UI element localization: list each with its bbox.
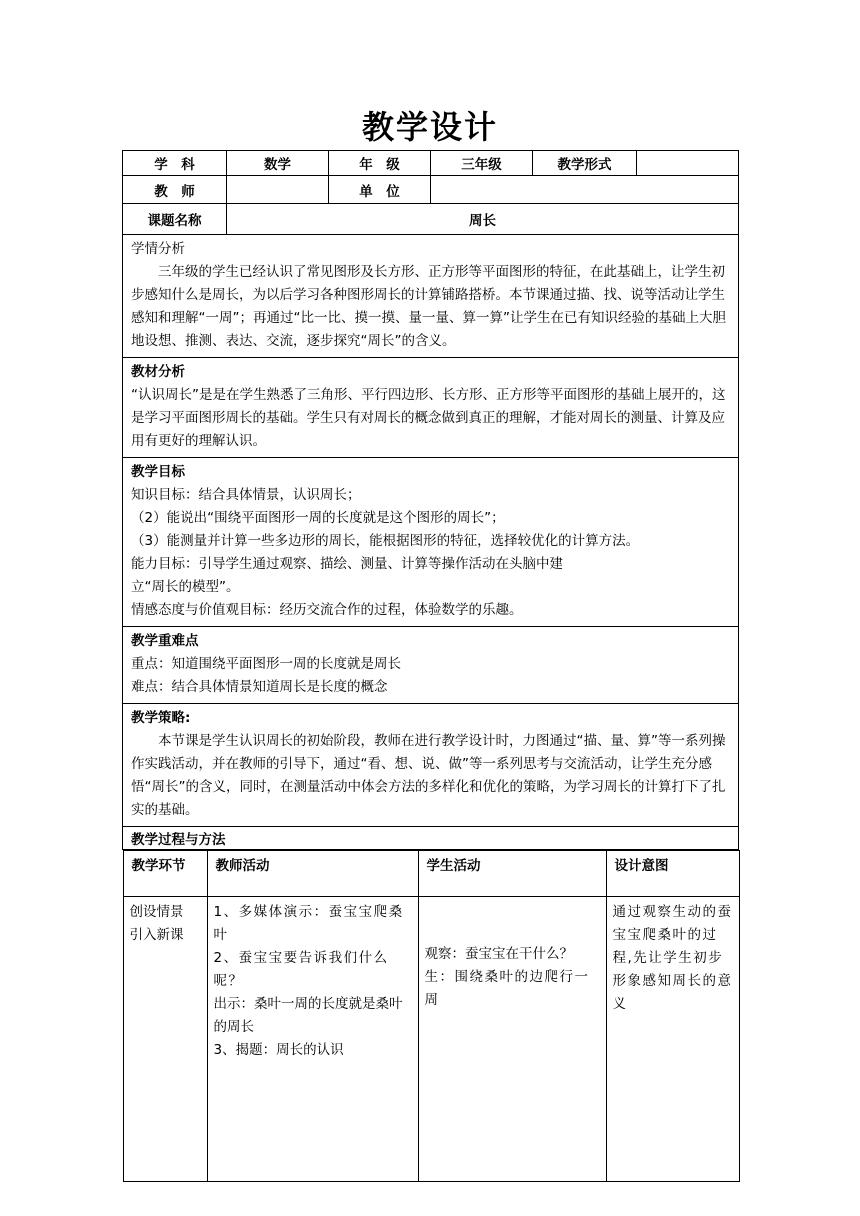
- teacher-activity-line: 1、多媒体演示：蚕宝宝爬桑叶: [213, 904, 404, 943]
- key-points-section: [123, 627, 739, 704]
- material-analysis-text: “认识周长”是是在学生熟悉了三角形、平行四边形、长方形、正方形等平面图形的基础上展开的，这是学习平面图形周长的基础。学生只有对周长的概念做到真正的理解，才能对周长的测量、计算及应用有更好的理解认识。: [131, 387, 726, 449]
- strategy-section: [123, 704, 739, 827]
- stage-line: 引入新课: [129, 927, 184, 943]
- key-point-line: 重点：知道围绕平面图形一周的长度就是周长: [131, 656, 401, 672]
- form-value: [637, 151, 739, 176]
- stage-line: 创设情景: [129, 904, 184, 920]
- student-analysis-section: [123, 235, 739, 358]
- design-intent-cell: 通过观察生动的蚕宝宝爬桑叶的过程,先让学生初步形象感知周长的意义: [606, 897, 739, 1182]
- student-analysis-text: 三年级的学生已经认识了常见图形及长方形、正方形等平面图形的特征，在此基础上，让学生初步感知什么是周长，为以后学习各种图形周长的计算铺路搭桥。本节课通过描、找、说等活动让学生感知和理解“一周”；再通过“比一比、摸一摸、量一量、算一算”让学生在已有知识经验的基础上大胆地设想、推测、表达、交流，逐步探究“周长”的含义。: [131, 264, 726, 349]
- process-table: [123, 850, 740, 1182]
- teacher-activity-line: 2、蚕宝宝要告诉我们什么呢？: [213, 950, 389, 989]
- lesson-plan-table: [122, 150, 738, 1182]
- student-activity-line: 生：围绕桑叶的边爬行一周: [424, 969, 590, 1008]
- objective-line: 知识目标：结合具体情景，认识周长；: [131, 487, 361, 503]
- objectives-title: 教学目标: [131, 464, 185, 480]
- teacher-activity-cell: [207, 897, 418, 1182]
- strategy-text: 本节课是学生认识周长的初始阶段，教师在进行教学设计时，力图通过“描、量、算”等一系列操作实践活动，并在教师的引导下，通过“看、想、说、做”等一系列思考与交流活动，让学生充分感悟“周长”的含义，同时，在测量活动中体会方法的多样化和优化的策略，为学习周长的计算打下了扎实的基础。: [131, 733, 726, 818]
- stage-cell: [123, 897, 207, 1182]
- material-analysis-title: 教材分析: [131, 364, 185, 380]
- page-title: 教学设计: [361, 108, 498, 146]
- grade-label: 年 级: [329, 151, 431, 176]
- objective-line: （2）能说出“围绕平面图形一周的长度就是这个图形的周长”；: [131, 510, 505, 526]
- teacher-label: 教 师: [123, 176, 227, 204]
- objective-line: 立“周长的模型”。: [131, 579, 240, 595]
- strategy-title: 教学策略:: [131, 710, 191, 726]
- student-activity-line: 观察：蚕宝宝在干什么？: [424, 946, 573, 962]
- teacher-activity-line: 出示：桑叶一周的长度就是桑叶的周长: [213, 996, 403, 1035]
- grade-value: 三年级: [431, 151, 533, 176]
- objective-line: 能力目标：引导学生通过观察、描绘、测量、计算等操作活动在头脑中建: [131, 556, 563, 572]
- key-points-title: 教学重难点: [131, 633, 199, 649]
- process-table-cell: [123, 850, 739, 1183]
- topic-label: 课题名称: [123, 204, 227, 235]
- objectives-section: [123, 458, 739, 627]
- topic-value: 周长: [227, 204, 739, 235]
- process-title: 教学过程与方法: [123, 827, 739, 850]
- student-activity-cell: [418, 897, 606, 1182]
- teacher-activity-line: 3、揭题：周长的认识: [213, 1042, 344, 1058]
- subject-value: 数学: [227, 151, 329, 176]
- process-header-teacher: 教师活动: [207, 851, 418, 897]
- process-header-student: 学生活动: [418, 851, 606, 897]
- process-header-stage: 教学环节: [123, 851, 207, 897]
- process-header-intent: 设计意图: [606, 851, 739, 897]
- unit-value: [431, 176, 739, 204]
- objective-line: 情感态度与价值观目标：经历交流合作的过程，体验数学的乐趣。: [131, 602, 523, 618]
- key-point-line: 难点：结合具体情景知道周长是长度的概念: [131, 679, 388, 695]
- unit-label: 单 位: [329, 176, 431, 204]
- subject-label: 学 科: [123, 151, 227, 176]
- objective-line: （3）能测量并计算一些多边形的周长，能根据图形的特征，选择较优化的计算方法。: [131, 533, 640, 549]
- form-label: 教学形式: [533, 151, 637, 176]
- teacher-value: [227, 176, 329, 204]
- material-analysis-section: [123, 358, 739, 458]
- student-analysis-title: 学情分析: [131, 241, 185, 257]
